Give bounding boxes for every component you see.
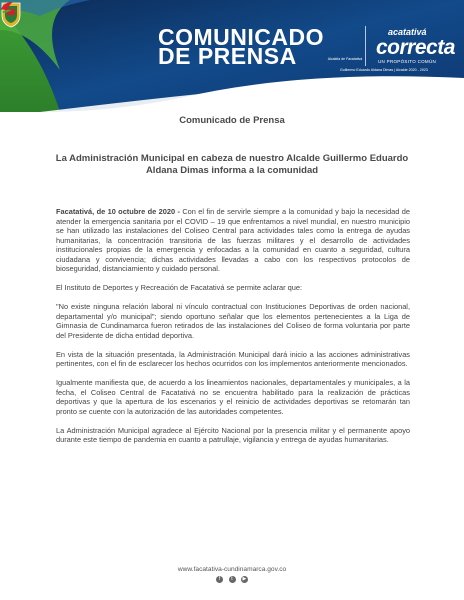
logo-name: acatativá — [388, 27, 427, 37]
crest-caption: Alcaldía de Facatativá — [327, 57, 363, 61]
paragraph-5: Igualmente manifiesta que, de acuerdo a los lineamientos nacionales, departamentales y municipales, a la fecha, el Coliseo Central de Facatativá no se encuentra habilitado para la realización de prácticas deportivas y que la apertura de los escenarios y el reinicio de actividades deportivas se retomarán tan pronto se cuente con la autorización de las autoridades competentes. — [56, 378, 410, 416]
paragraph-1-text: Con el fin de servirle siempre a la comunidad y bajo la necesidad de atender la emergencia sanitaria por el COVID – 19 que enfrentamos a nivel mundial, en nuestro municipio se han utilizado las instalaciones del Coliseo Central para actividades tales como la entrega de ayudas humanitarias, la concentración transitoria de las fuerzas militares y el desarrollo de actividades institucionales propias de la emergencia y enfocadas a la comunidad en cuanto a seguridad, cultura ciudadana y convivencia; dichas actividades llevadas a cabo con los respectivos protocolos de bioseguridad, distanciamiento y cuidado personal. — [56, 207, 410, 273]
social-icons — [0, 576, 464, 594]
logo-byline: Guillermo Eduardo Aldana Dimas | Alcalde 2020 - 2023 — [340, 68, 428, 72]
banner-title-line2: DE PRENSA — [158, 43, 297, 69]
banner-title-line1: COMUNICADO — [158, 24, 324, 50]
paragraph-6: La Administración Municipal agradece al Ejército Nacional por la presencia militar y el permanente apoyo durante este tiempo de pandemia en cuanto a patrullaje, vigilancia y entrega de ayudas humanitarias. — [56, 425, 410, 444]
twitter-icon[interactable]: t — [229, 576, 236, 583]
paragraph-4: En vista de la situación presentada, la Administración Municipal dará inicio a las acciones administrativas pertinentes, con el fin de esclarecer los hechos ocurridos con los implementos anteriormente mencionados. — [56, 349, 410, 368]
paragraph-3: "No existe ninguna relación laboral ni vínculo contractual con Instituciones Deportivas de orden nacional, departamental y/o municipal"; siendo oportuno señalar que los elementos pertenecientes a la Liga de Gimnasia de Cundinamarca fueron retirados de las instalaciones del Coliseo de forma voluntaria por parte del Presidente de dicha entidad deportiva. — [56, 302, 410, 340]
dateline: Facatativá, de 10 octubre de 2020 - — [56, 207, 180, 216]
document-body — [56, 207, 410, 454]
banner-divider — [365, 26, 366, 66]
facatativa-logo-icon — [0, 0, 14, 14]
logo-tagline: UN PROPÓSITO COMÚN — [378, 59, 437, 64]
press-release-banner — [0, 0, 464, 112]
logo-word: correcta — [376, 36, 455, 59]
footer-url-link[interactable]: www.facatativa-cundinamarca.gov.co — [177, 566, 287, 573]
banner-title — [158, 24, 324, 69]
paragraph-1 — [56, 207, 410, 274]
paragraph-2: El Instituto de Deportes y Recreación de Facatativá se permite aclarar que: — [56, 283, 303, 292]
document-label: Comunicado de Prensa — [179, 115, 285, 126]
headline: La Administración Municipal en cabeza de nuestro Alcalde Guillermo Eduardo Aldana Dimas informa a la comunidad — [55, 153, 409, 176]
youtube-icon[interactable]: ▶ — [242, 576, 247, 582]
facebook-icon[interactable]: f — [216, 576, 223, 583]
